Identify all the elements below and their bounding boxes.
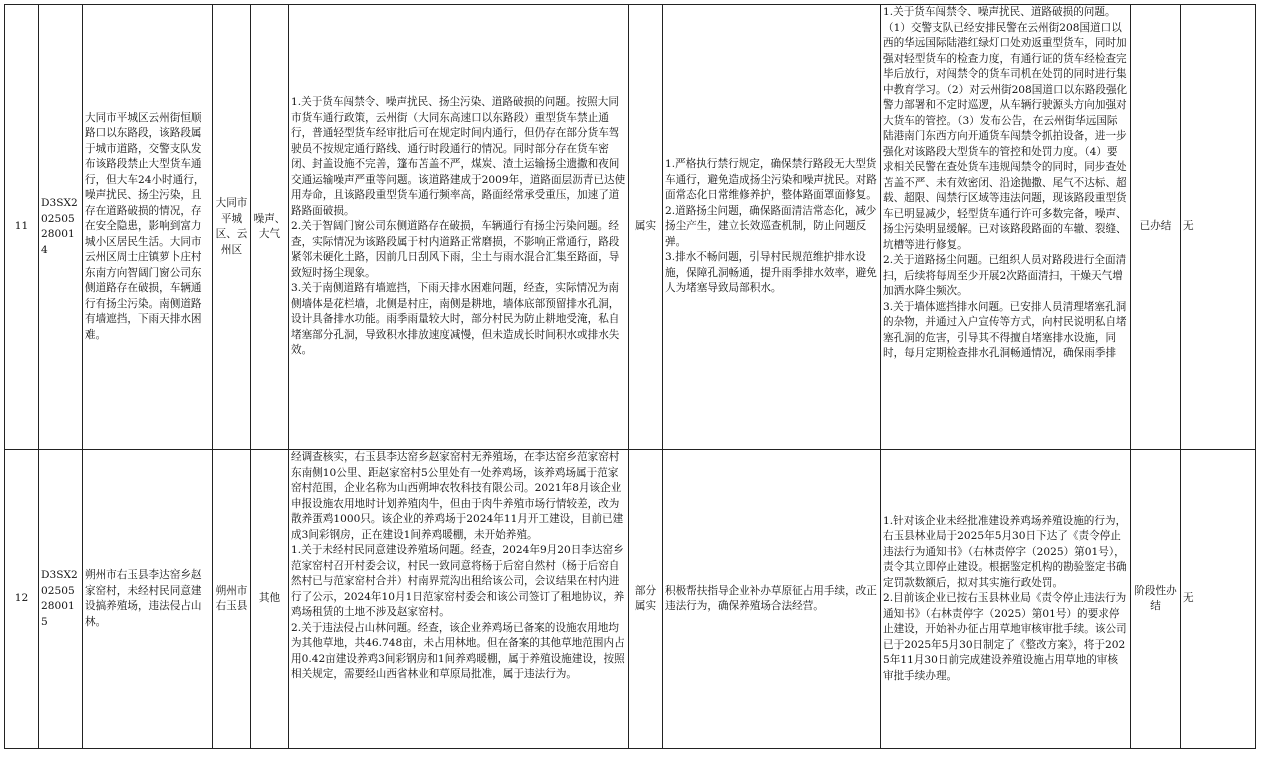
rectification-paragraph: 1.关于货车闯禁令、噪声扰民、道路破损的问题。（1）交警支队已经安排民警在云州街208国道口以西的华远国际陆港红绿灯口处劝返重型货车，同时加强对轻型货车的检查力度，有通行证的货车经检查完毕后放行，对闯禁令的货车司机在处罚的同时进行集中教育学习。（2）对云州街208国道口以东路段强化警力部署和不定时巡逻，从车辆行驶源头方向加强对大货车的管控。（3）发布公告，在云州街华远国际陆港南门东西方向开通货车闯禁令抓拍设备，进一步强化对该路段大型货车的管控和处罚力度。（4）要求相关民警在查处货车违规闯禁令的同时，同步查处苫盖不严、未有效密闭、沿途抛撒、尾气不达标、超载、超限、闯禁行区域等违法问题，现该路段重型货车已明显减少，轻型货车通行许可多数完备，噪声、扬尘污染明显缓解。已对该路段路面的车辙、裂缝、坑槽等进行修复。 <box>883 6 1128 251</box>
finding-paragraph: 2.关于违法侵占山林问题。经查，该企业养鸡场已备案的设施农用地均为其他草地，共46.748亩，未占用林地。但在备案的其他草地范围内占用0.42亩建设养鸡3间彩钢房和1间养鸡暖棚，属于养殖设施建设，按照相关规定，需要经山西省林业和草原局批准，属于违法行为。 <box>291 621 625 680</box>
accountability-cell <box>1181 5 1256 450</box>
case-id: D3SX202505280015 <box>41 569 78 628</box>
pollution-type: 其他 <box>258 592 281 605</box>
verdict: 属实 <box>634 220 657 233</box>
status-text: 阶段性办结 <box>1134 584 1177 612</box>
accountability-text: 无 <box>1183 592 1194 605</box>
table-row <box>5 450 1256 749</box>
findings-cell <box>289 5 629 450</box>
rectification-paragraph: 2.目前该企业已按右玉县林业局《责令停止违法行为通知书》（右林责停字（2025）第01号）的要求停止建设，开始补办征占用草地审核审批手续。该公司已于2025年5月30日制定了《整改方案》，将于2025年11月30日前完成建设养殖设施占用草地的审核审批手续办理。 <box>883 592 1127 682</box>
findings-cell <box>289 450 629 749</box>
area-cell <box>213 5 251 450</box>
rectification-paragraph: 1.针对该企业未经批准建设养鸡场养殖设施的行为，右玉县林业局于2025年5月30日下达了《责令停止违法行为通知书》（右林责停字（2025）第01号），责令其立即停止建设。根据鉴定机构的勘验鉴定书确定罚款数额后，拟对其实施行政处罚。 <box>883 514 1127 589</box>
accountability-text: 无 <box>1183 220 1194 233</box>
verdict: 部分属实 <box>634 584 657 612</box>
finding-paragraph: 1.关于货车闯禁令、噪声扰民、扬尘污染、道路破损的问题。按照大同市货车通行政策，云州街（大同东高速口以东路段）重型货车禁止通行，普通轻型货车经审批后可在规定时间内通行，但仍存在部分货车驾驶员不按规定通行路线、通行时段通行的情况。同时部分存在货车密闭、封盖设施不完善，篷布苫盖不严，煤炭、渣土运输扬尘遗撒和夜间交通运输噪声严重等问题。该道路建成于2009年，道路面层沥青已达使用寿命，且该路段重型货车通行频率高，路面经常承受重压，加速了道路路面破损。 <box>291 96 626 217</box>
status-cell <box>1131 450 1181 749</box>
area-text: 大同市平城区、云州区 <box>215 197 248 256</box>
area-cell <box>213 450 251 749</box>
measure-paragraph: 积极帮扶指导企业补办草原征占用手续，改正违法行为，确保养殖场合法经营。 <box>665 584 877 612</box>
finding-paragraph: 1.关于未经村民同意建设养殖场问题。经查，2024年9月20日李达窑乡范家窑村召开村委会议，村民一致同意将杨于后窑自然村（杨于后窑自然村已与范家窑村合并）村南界荒沟出租给该公司，会议结果在村内进行了公示，2024年10月1日范家窑村委会和该公司签订了租地协议，养鸡场租赁的土地不涉及赵家窑村。 <box>291 544 625 618</box>
verdict-cell <box>629 450 663 749</box>
finding-paragraph: 2.关于智阔门窗公司东侧道路存在破损，车辆通行有扬尘污染问题。经查，实际情况为该路段属于村内道路正常磨损，不影响正常通行，路段紧邻未硬化土路，因前几日刮风下雨，尘土与雨水混合汇集至路面，导致短时扬尘现象。 <box>291 220 620 279</box>
area-text: 朔州市右玉县 <box>215 584 248 612</box>
row-number: 12 <box>14 592 29 605</box>
rectification-paragraph: 3.关于墙体遮挡排水问题。已安排人员清理堵塞孔洞的杂物，并通过入户宣传等方式，向村民说明私自堵塞孔洞的危害，引导其不得擅自堵塞排水设施，同时，每月定期检查排水孔洞畅通情况，确保雨季排 <box>883 300 1127 359</box>
status-text: 已办结 <box>1139 220 1172 233</box>
row-number-cell <box>5 5 39 450</box>
rectification-cell <box>881 450 1131 749</box>
pollution-type-cell <box>251 450 289 749</box>
complaint-cell <box>83 450 213 749</box>
measure-paragraph: 3.排水不畅问题，引导村民规范维护排水设施，保障孔洞畅通，提升雨季排水效率，避免人为堵塞导致局部积水。 <box>665 251 877 295</box>
case-id-cell <box>39 450 83 749</box>
rectification-cell <box>881 5 1131 450</box>
finding-paragraph: 经调查核实，右玉县李达窑乡赵家窑村无养殖场，在李达窑乡范家窑村东南侧10公里、距赵家窑村5公里处有一处养鸡场，该养鸡场属于范家窑村范围，企业名称为山西朔坤农牧科技有限公司。2021年8月该企业申报设施农用地时计划养殖肉牛，但由于肉牛养殖市场行情较差，改为散养蛋鸡1000只。该企业的养鸡场于2024年11月开工建设，目前已建成3间彩钢房，正在建设1间养鸡暖棚，未开始养殖。 <box>291 451 624 541</box>
status-cell <box>1131 5 1181 450</box>
rectification-paragraph: 2.关于道路扬尘问题。已组织人员对路段进行全面清扫，后续将每周至少开展2次路面清扫，干燥天气增加洒水降尘频次。 <box>883 254 1127 297</box>
case-id: D3SX202505280014 <box>41 197 78 256</box>
row-number-cell <box>5 450 39 749</box>
supervision-table <box>4 4 1256 749</box>
finding-paragraph: 3.关于南侧道路有墙遮挡，下雨天排水困难问题，经查，实际情况为南侧墙体是花栏墙，北侧是村庄，南侧是耕地，墙体底部预留排水孔洞，设计具备排水功能。雨季雨量较大时，部分村民为防止耕地受淹，私自堵塞部分孔洞，导致积水排放速度减慢，但未造成长时间积水或排水失效。 <box>291 282 620 357</box>
measure-paragraph: 1.严格执行禁行规定，确保禁行路段无大型货车通行，避免造成扬尘污染和噪声扰民。对路面常态化日常维修养护，整体路面罩面修复。 <box>665 158 877 202</box>
measures-cell <box>663 450 881 749</box>
accountability-cell <box>1181 450 1256 749</box>
complaint-text: 大同市平城区云州街恒顺路口以东路段，该路段属于城市道路，交警支队发布该路段禁止大型货车通行，但大车24小时通行，噪声扰民、扬尘污染，且存在道路破损的情况，存在安全隐患，影响到富力城小区居民生活。大同市云州区周士庄镇萝卜庄村东南方向智阔门窗公司东侧道路存在破损，车辆通行有扬尘污染。南侧道路有墙遮挡，下雨天排水困难。 <box>85 111 205 341</box>
complaint-cell <box>83 5 213 450</box>
pollution-type-cell <box>251 5 289 450</box>
pollution-type: 噪声、大气 <box>253 212 286 240</box>
table-wrapper <box>4 4 1255 754</box>
complaint-text: 朔州市右玉县李达窑乡赵家窑村，未经村民同意建设搞养殖场，违法侵占山林。 <box>85 569 202 628</box>
measure-paragraph: 2.道路扬尘问题，确保路面清洁常态化，减少扬尘产生，建立长效巡查机制，防止问题反弹。 <box>665 204 877 248</box>
table-row <box>5 5 1256 450</box>
verdict-cell <box>629 5 663 450</box>
row-number: 11 <box>14 220 29 233</box>
measures-cell <box>663 5 881 450</box>
case-id-cell <box>39 5 83 450</box>
